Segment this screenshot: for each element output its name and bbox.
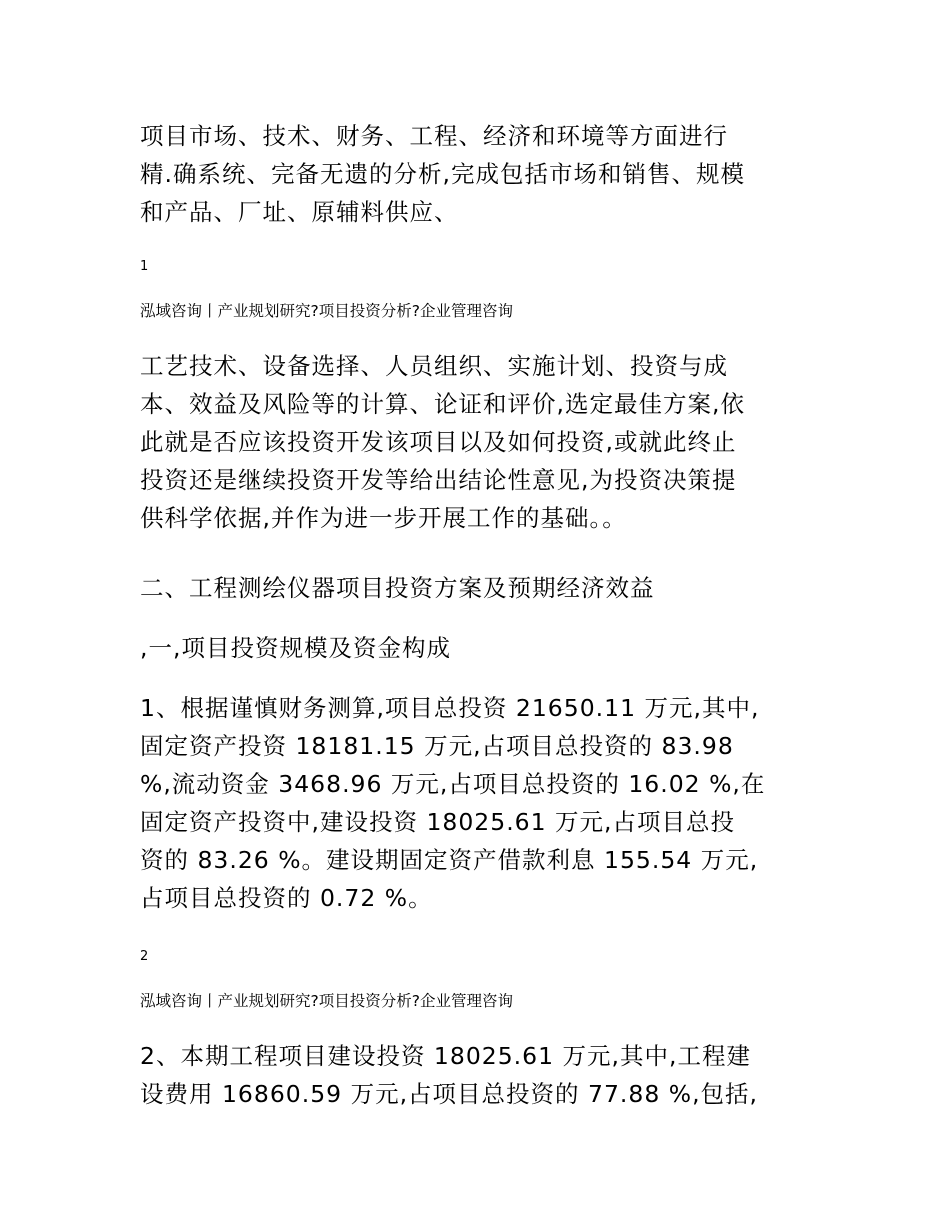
paragraph-intro-continued [140,117,820,231]
text-line: 项目市场、技术、财务、工程、经济和环境等方面进行 [140,122,728,150]
document-page [140,0,820,1230]
text-line: 工艺技术、设备选择、人员组织、实施计划、投资与成 [140,352,728,380]
running-header: 泓域咨询丨产业规划研究?项目投资分析?企业管理咨询 [140,302,513,320]
paragraph-investment-scale [140,689,820,917]
page-number: 1 [140,259,149,274]
subsection-heading: ,一,项目投资规模及资金构成 [140,634,451,662]
text-line: 和产品、厂址、原辅料供应、 [140,198,459,226]
text-line: 供科学依据,并作为进一步开展工作的基础。。 [140,504,627,532]
page-number: 2 [140,949,149,964]
text-line: 本、效益及风险等的计算、论证和评价,选定最佳方案,依 [140,390,745,418]
paragraph-process [140,347,820,537]
running-header: 泓域咨询丨产业规划研究?项目投资分析?企业管理咨询 [140,992,513,1010]
text-line: 1、根据谨慎财务测算,项目总投资 21650.11 万元,其中, [140,694,760,722]
text-line: 2、本期工程项目建设投资 18025.61 万元,其中,工程建 [140,1042,751,1070]
text-line: 占项目总投资的 0.72 %。 [140,884,433,912]
section-heading: 二、工程测绘仪器项目投资方案及预期经济效益 [140,574,655,602]
text-line: 设费用 16860.59 万元,占项目总投资的 77.88 %,包括, [140,1080,759,1108]
text-line: 资的 83.26 %。建设期固定资产借款利息 155.54 万元, [140,846,759,874]
text-line: 精.确系统、完备无遗的分析,完成包括市场和销售、规模 [140,160,745,188]
text-line: 投资还是继续投资开发等给出结论性意见,为投资决策提 [140,466,737,494]
text-line: 固定资产投资中,建设投资 18025.61 万元,占项目总投 [140,808,736,836]
text-line: 固定资产投资 18181.15 万元,占项目总投资的 83.98 [140,732,734,760]
text-line: %,流动资金 3468.96 万元,占项目总投资的 16.02 %,在 [140,770,766,798]
text-line: 此就是否应该投资开发该项目以及如何投资,或就此终止 [140,428,737,456]
paragraph-construction-investment [140,1037,820,1113]
